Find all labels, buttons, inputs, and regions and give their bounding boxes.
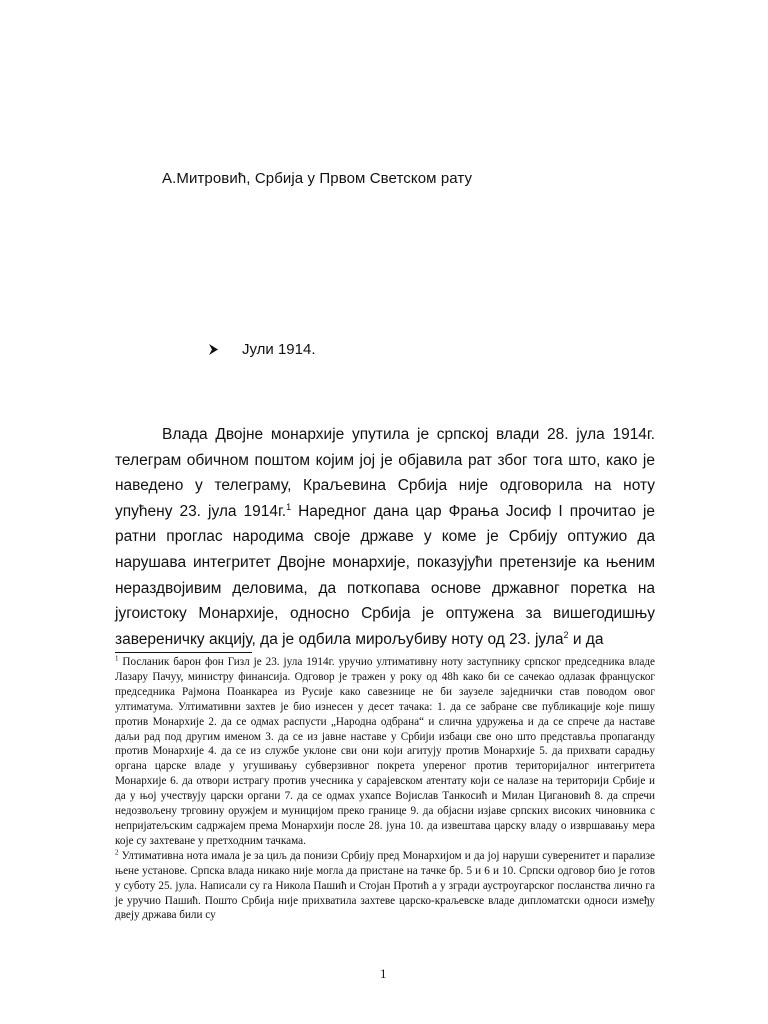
- footnote-separator: [115, 652, 252, 653]
- footnote-1: [115, 655, 655, 849]
- document-header: А.Митровић, Србија у Првом Светском рату: [162, 170, 473, 187]
- body-paragraph: [115, 422, 655, 652]
- footnote-2: [115, 849, 655, 924]
- body-text-part-3: и да: [568, 630, 604, 648]
- section-heading: Јули 1914.: [242, 341, 316, 358]
- footnote-ref-1: 1: [286, 501, 292, 512]
- page-number: 1: [380, 966, 387, 981]
- footnote-text: Ултимативна нота имала је за циљ да понизи Србију пред Монархијом и да јој наруши суверенитет и парализе њене установе. Српска влада никако није могла да пристане на тачке бр. 5 и 6 и 10. Српски одговор био је готов у суботу 25. јула. Написали су га Никола Пашић и Стојан Протић а у згради аустроугарског посланства лично га је уручио Пашић. Пошто Србија није прихватила захтеве царско-краљевске владе дипломатски односи између двеју држава били су: [115, 849, 655, 922]
- footnote-text: Посланик барон фон Гизл је 23. јула 1914г. уручио ултимативну ноту заступнику српског председника владе Лазару Пачуу, министру финансија. Одговор је тражен у року од 48h како би се сачекао одлазак француског председника Рајмона Поанкареа из Русије како савезнице не би заузеле заједнички став поводом овог ултиматума. Ултимативни захтев је био изнесен у десет тачака: 1. да се забране све публикације које пишу против Монархије 2. да се одмах распусти „Народна одбрана“ и слична удружења и да се спрече да наставе даљи рад под другим именом 3. да се из јавне наставе у Србији избаци све оно што представља пропаганду против Монархије 4. да се из службе уклоне сви они који агитују против Монархије 5. да прихвати сарадњу органа царске владе у угушивању субверзивног покрета уперeног против територијалног интегритета Монархије 6. да отвори истрагу против учесника у сарајевском атентату који се налазе на територији Србије и да у њој учествују царски органи 7. да се одмах ухапсе Војислав Танкосић и Милан Цигановић 8. да спречи недозвољену трговину оружјем и муницијом преко границе 9. да објасни изјаве српских високих чиновника с непријатељским садржајем према Монархији после 28. јуна 10. да извештава царску владу о извршавању мера које су захтеване у претходним тачкама.: [115, 656, 655, 847]
- footnote-ref-2: 2: [563, 629, 569, 640]
- body-text-part-2: Наредног дана цар Фрања Јосиф I прочитао је ратни проглас народима своје државе у коме је Србију оптужио да нарушава интегритет Двојне монархије, показујући претензије ка њеним нераздвојивим деловима, да поткопава основе државног поретка на југоистоку Монархије, односно Србија је оптужена за вишегодишњу завереничку акцију, да је одбила мирољубиву ноту од 23. јула: [115, 502, 656, 648]
- footnote-number: 1: [115, 654, 119, 663]
- arrow-bullet-icon: [208, 342, 242, 357]
- footnote-number: 2: [115, 848, 119, 857]
- footnotes: [115, 655, 655, 923]
- section-heading-row: [208, 341, 316, 358]
- body-text-part-1: Влада Двојне монархије упутила је српској влади 28. јула 1914г. телеграм обичном поштом којим јој је објавила рат због тога што, како је наведено у телеграму, Краљевина Србија није одговорила на ноту упућену 23. јула 1914г.: [115, 426, 655, 520]
